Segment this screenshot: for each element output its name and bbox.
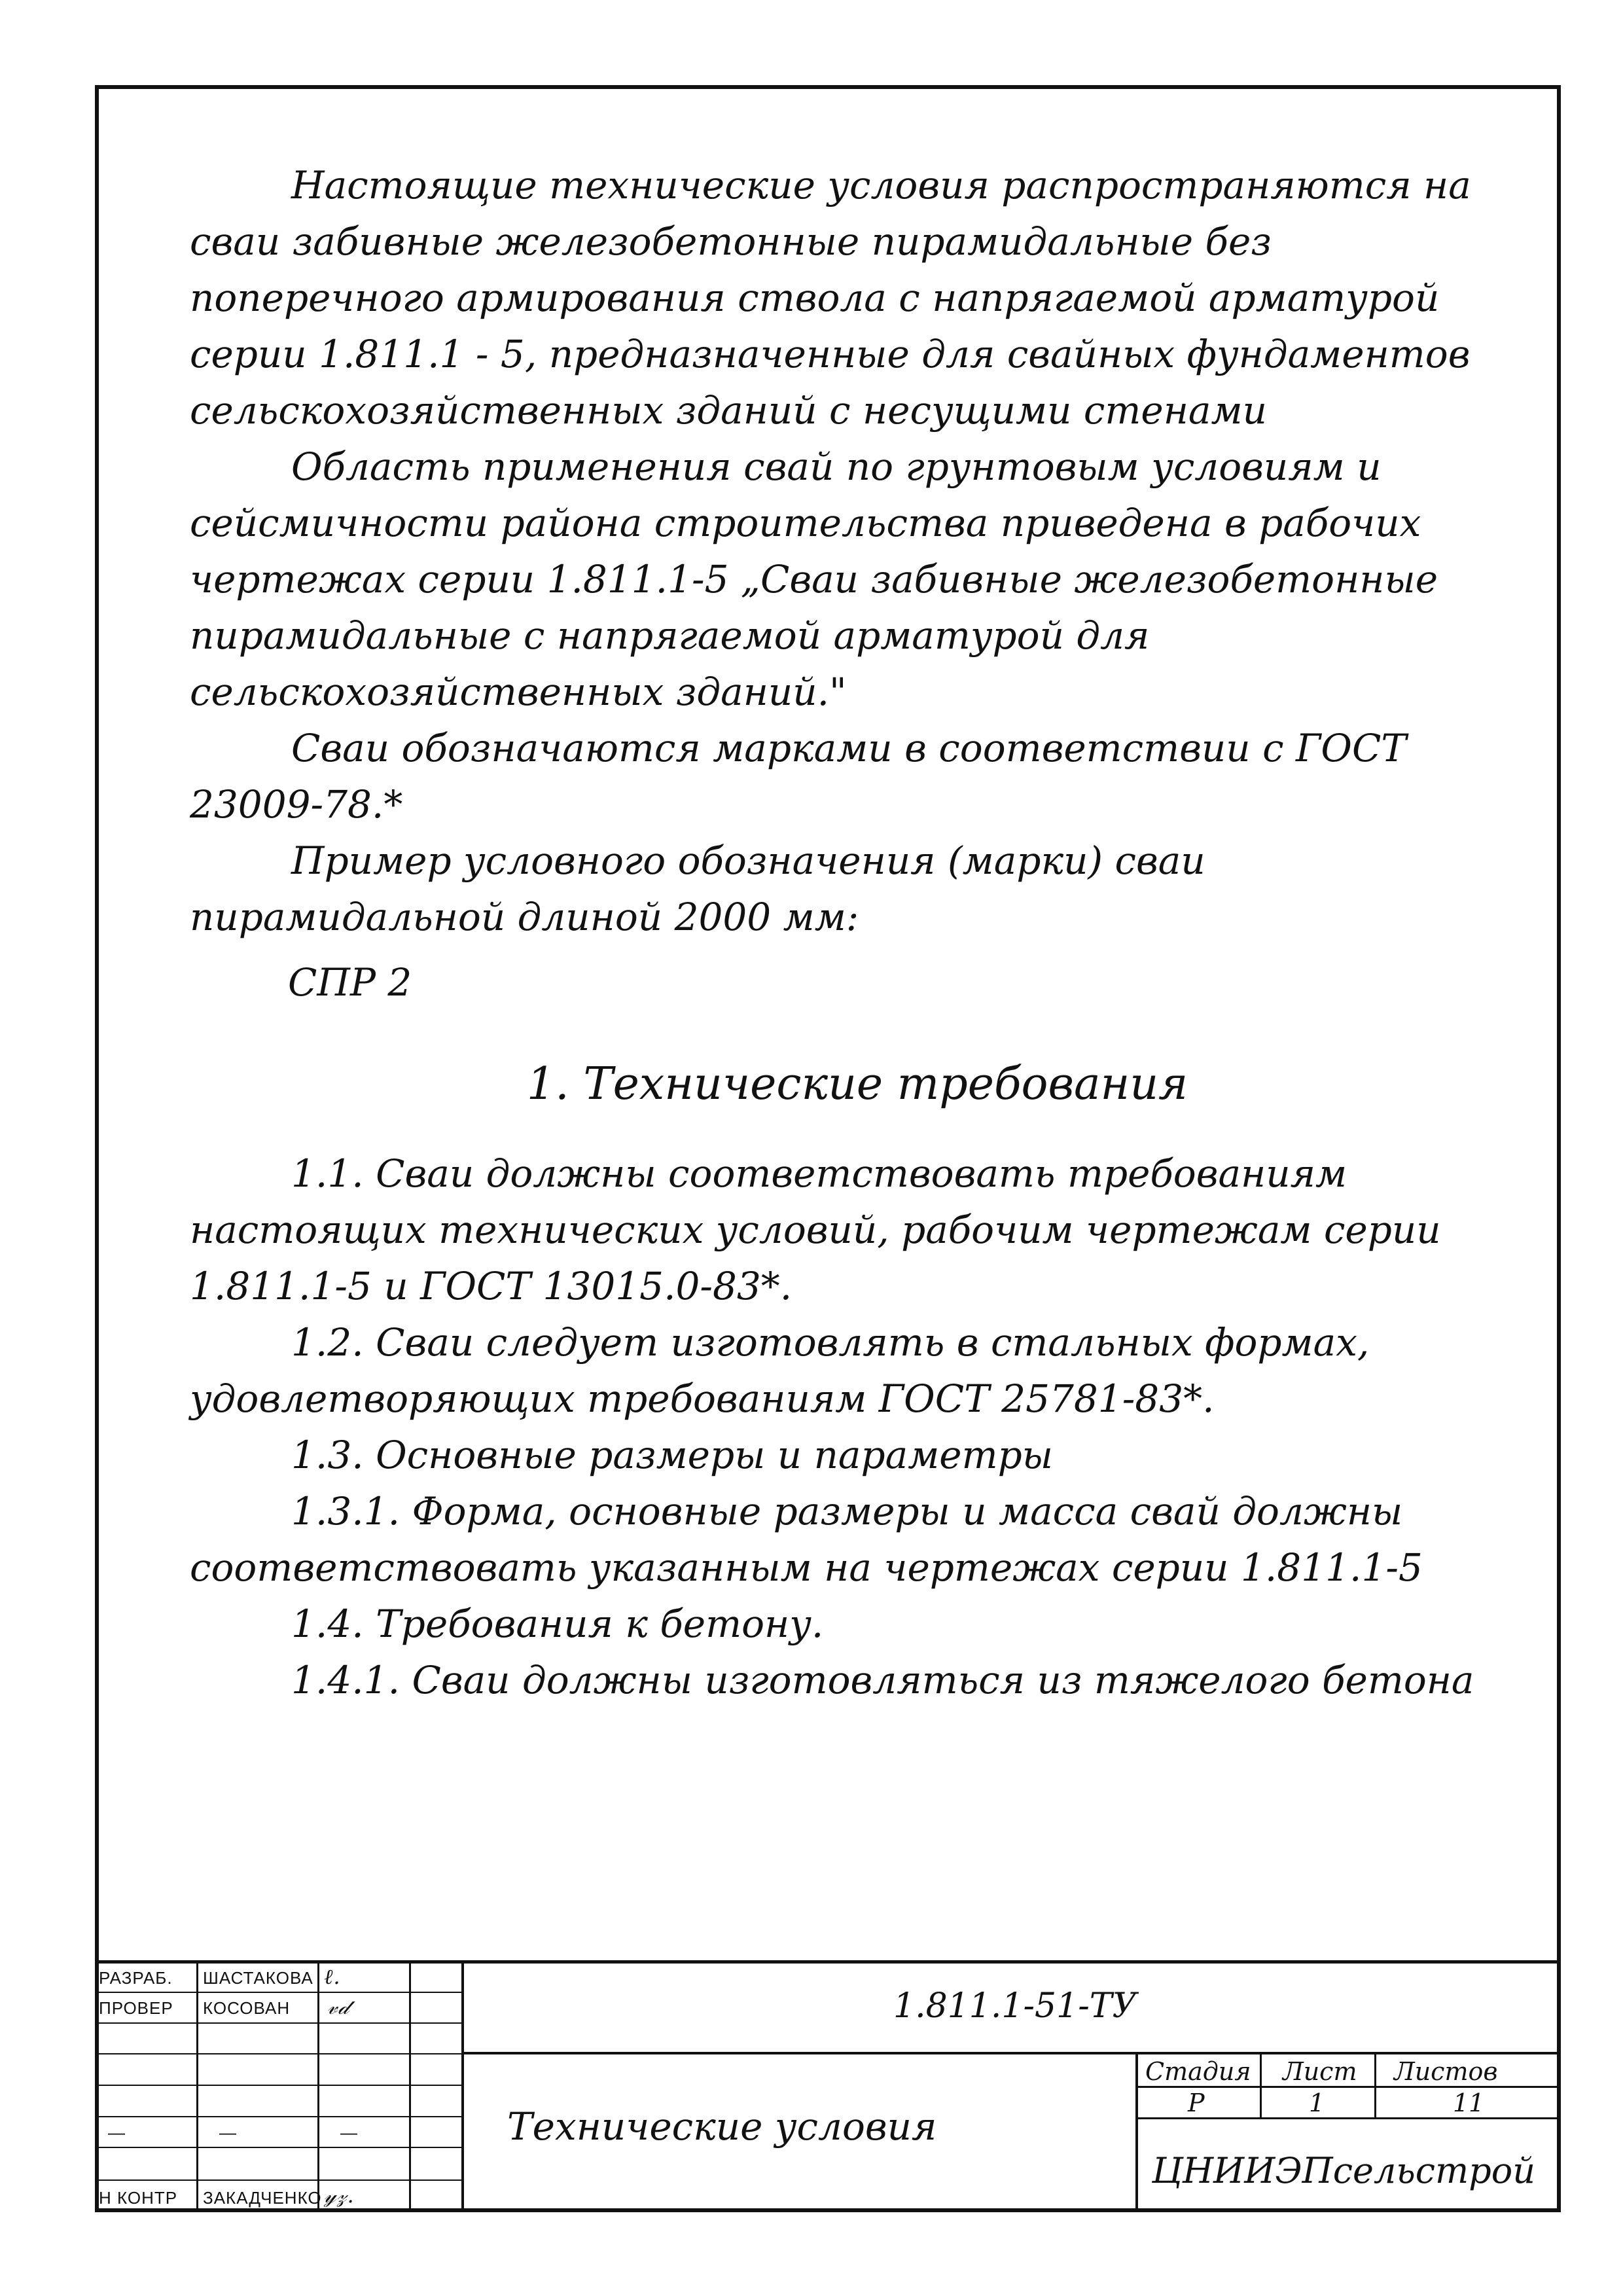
clause-1-4: 1.4. Требования к бетону.	[291, 1602, 824, 1646]
clause-1-2: 1.2. Сваи следует изготовлять в стальных формах, удовлетворяющих требованиям ГОСТ 25781-83*.	[190, 1320, 1370, 1421]
name-razrab: ШАСТАКОВА	[203, 1968, 313, 1988]
row-line	[95, 2022, 461, 2024]
sheet-label: Лист	[1283, 2057, 1357, 2086]
signature-razrab: ℓ.	[324, 1964, 341, 1989]
clause-1-4-1: 1.4.1. Сваи должны изготовляться из тяжелого бетона	[291, 1658, 1474, 1702]
dash-mark: —	[340, 2123, 358, 2142]
document-body	[190, 157, 1525, 1708]
divider	[409, 1960, 411, 2212]
clause-1-1: 1.1. Сваи должны соответствовать требованиям настоящих технических условий, рабочим чертежам серии 1.811.1-5 и ГОСТ 13015.0-83*.	[190, 1151, 1441, 1308]
row-line	[1138, 2086, 1561, 2088]
signature-nkontr: 𝓎𝓏.	[324, 2183, 355, 2208]
example-paragraph: Пример условного обозначения (марки) сваи пирамидальной длиной 2000 мм:	[190, 838, 1205, 939]
sheets-label: Листов	[1394, 2057, 1498, 2086]
sheets-value: 11	[1453, 2089, 1485, 2117]
title-block	[95, 1960, 1561, 2212]
role-razrab: РАЗРАБ.	[99, 1968, 173, 1988]
sheet-value: 1	[1309, 2089, 1325, 2117]
section-title: 1. Технические требования	[526, 1058, 1188, 1110]
signature-prover: 𝓋𝒹	[327, 1994, 349, 2019]
row-line	[461, 2052, 1561, 2054]
dash-mark: —	[219, 2123, 237, 2142]
stage-label: Стадия	[1145, 2057, 1251, 2086]
row-line	[95, 2179, 461, 2181]
divider	[1260, 2052, 1262, 2117]
scope-paragraph: Область применения свай по грунтовым условиям и сейсмичности района строительства приведена в рабочих чертежах серии 1.811.1-5 „Сваи забивные железобетонные пирамидальные с напрягаемой арматурой для сельскохозяйственных зданий."	[190, 444, 1438, 714]
name-nkontr: ЗАКАДЧЕНКО	[203, 2188, 322, 2208]
dash-mark: —	[108, 2123, 126, 2142]
divider	[1374, 2052, 1376, 2117]
divider	[1135, 2052, 1138, 2212]
row-line	[95, 1992, 461, 1993]
divider	[317, 1960, 319, 2212]
divider	[196, 1960, 198, 2212]
role-prover: ПРОВЕР	[99, 1998, 173, 2018]
row-line	[95, 2147, 461, 2148]
clause-1-3: 1.3. Основные размеры и параметры	[291, 1433, 1053, 1477]
role-nkontr: Н КОНТР	[99, 2188, 178, 2208]
row-line	[1138, 2117, 1561, 2119]
row-line	[95, 2116, 461, 2117]
document-code: 1.811.1-51-ТУ	[893, 1986, 1137, 2026]
name-prover: КОСОВАН	[203, 1998, 291, 2018]
title-block-top-border	[95, 1960, 1561, 1964]
document-title: Технические условия	[507, 2104, 937, 2149]
example-mark: СПР 2	[288, 960, 412, 1005]
clause-1-3-1: 1.3.1. Форма, основные размеры и масса свай должны соответствовать указанным на чертежах серии 1.811.1-5	[190, 1489, 1423, 1590]
row-line	[95, 2085, 461, 2086]
organization-name: ЦНИИЭПсельстрой	[1152, 2150, 1536, 2191]
divider	[461, 1960, 464, 2212]
stage-value: Р	[1188, 2089, 1205, 2117]
marking-paragraph: Сваи обозначаются марками в соответствии с ГОСТ 23009-78.*	[190, 726, 1407, 827]
intro-paragraph: Настоящие технические условия распространяются на сваи забивные железобетонные пирамидальные без поперечного армирования ствола с напрягаемой арматурой серии 1.811.1 - 5, предназначенные для свайных фундаментов сельскохозяйственных зданий с несущими стенами	[190, 163, 1471, 433]
row-line	[95, 2053, 461, 2054]
